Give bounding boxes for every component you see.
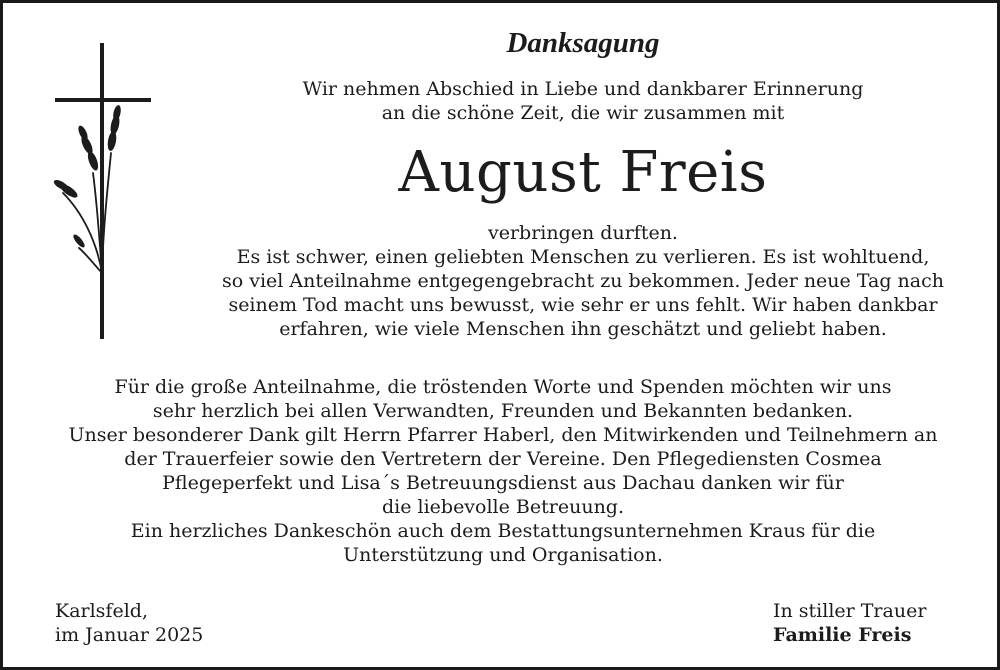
place-and-date [55, 599, 203, 647]
remembrance-line: erfahren, wie viele Menschen ihn geschätzt und geliebt haben. [279, 318, 887, 340]
signature [773, 599, 926, 647]
remembrance-line: verbringen durften. [488, 222, 678, 244]
remembrance-line: seinem Tod macht uns bewusst, wie sehr er uns fehlt. Wir haben dankbar [228, 294, 938, 316]
notice-heading: Danksagung [506, 27, 660, 59]
thanks-line: Pflegeperfekt und Lisa´s Betreuungsdienst aus Dachau danken wir für [162, 472, 844, 494]
thanks-line: Unser besonderer Dank gilt Herrn Pfarrer Haberl, den Mitwirkenden und Teilnehmern an [68, 424, 938, 446]
deceased-name: August Freis [398, 140, 768, 205]
thanks-line: sehr herzlich bei allen Verwandten, Freunden und Bekannten bedanken. [152, 400, 854, 422]
intro-line: an die schöne Zeit, die wir zusammen mit [381, 102, 785, 124]
thanks-line: Für die große Anteilnahme, die tröstenden Worte und Spenden möchten wir uns [114, 376, 892, 398]
thanks-line: die liebevolle Betreuung. [381, 496, 625, 518]
remembrance-line: so viel Anteilnahme entgegengebracht zu bekommen. Jeder neue Tag nach [222, 270, 944, 292]
remembrance-line: Es ist schwer, einen geliebten Menschen zu verlieren. Es ist wohltuend, [236, 246, 930, 268]
place: Karlsfeld, [55, 600, 148, 622]
thanks-text [23, 375, 983, 567]
thanks-line: der Trauerfeier sowie den Vertretern der Vereine. Den Pflegediensten Cosmea [124, 448, 882, 470]
cross-with-wheat-icon [53, 43, 153, 339]
sign-line: In stiller Trauer [773, 600, 927, 622]
remembrance-text [163, 221, 1000, 341]
thanks-line: Ein herzliches Dankeschön auch dem Bestattungsunternehmen Kraus für die [130, 520, 876, 542]
date: im Januar 2025 [55, 624, 204, 646]
family-name: Familie Freis [773, 624, 912, 646]
thanks-line: Unterstützung und Organisation. [343, 544, 663, 566]
intro-line: Wir nehmen Abschied in Liebe und dankbarer Erinnerung [302, 78, 864, 100]
intro-text [263, 77, 903, 125]
